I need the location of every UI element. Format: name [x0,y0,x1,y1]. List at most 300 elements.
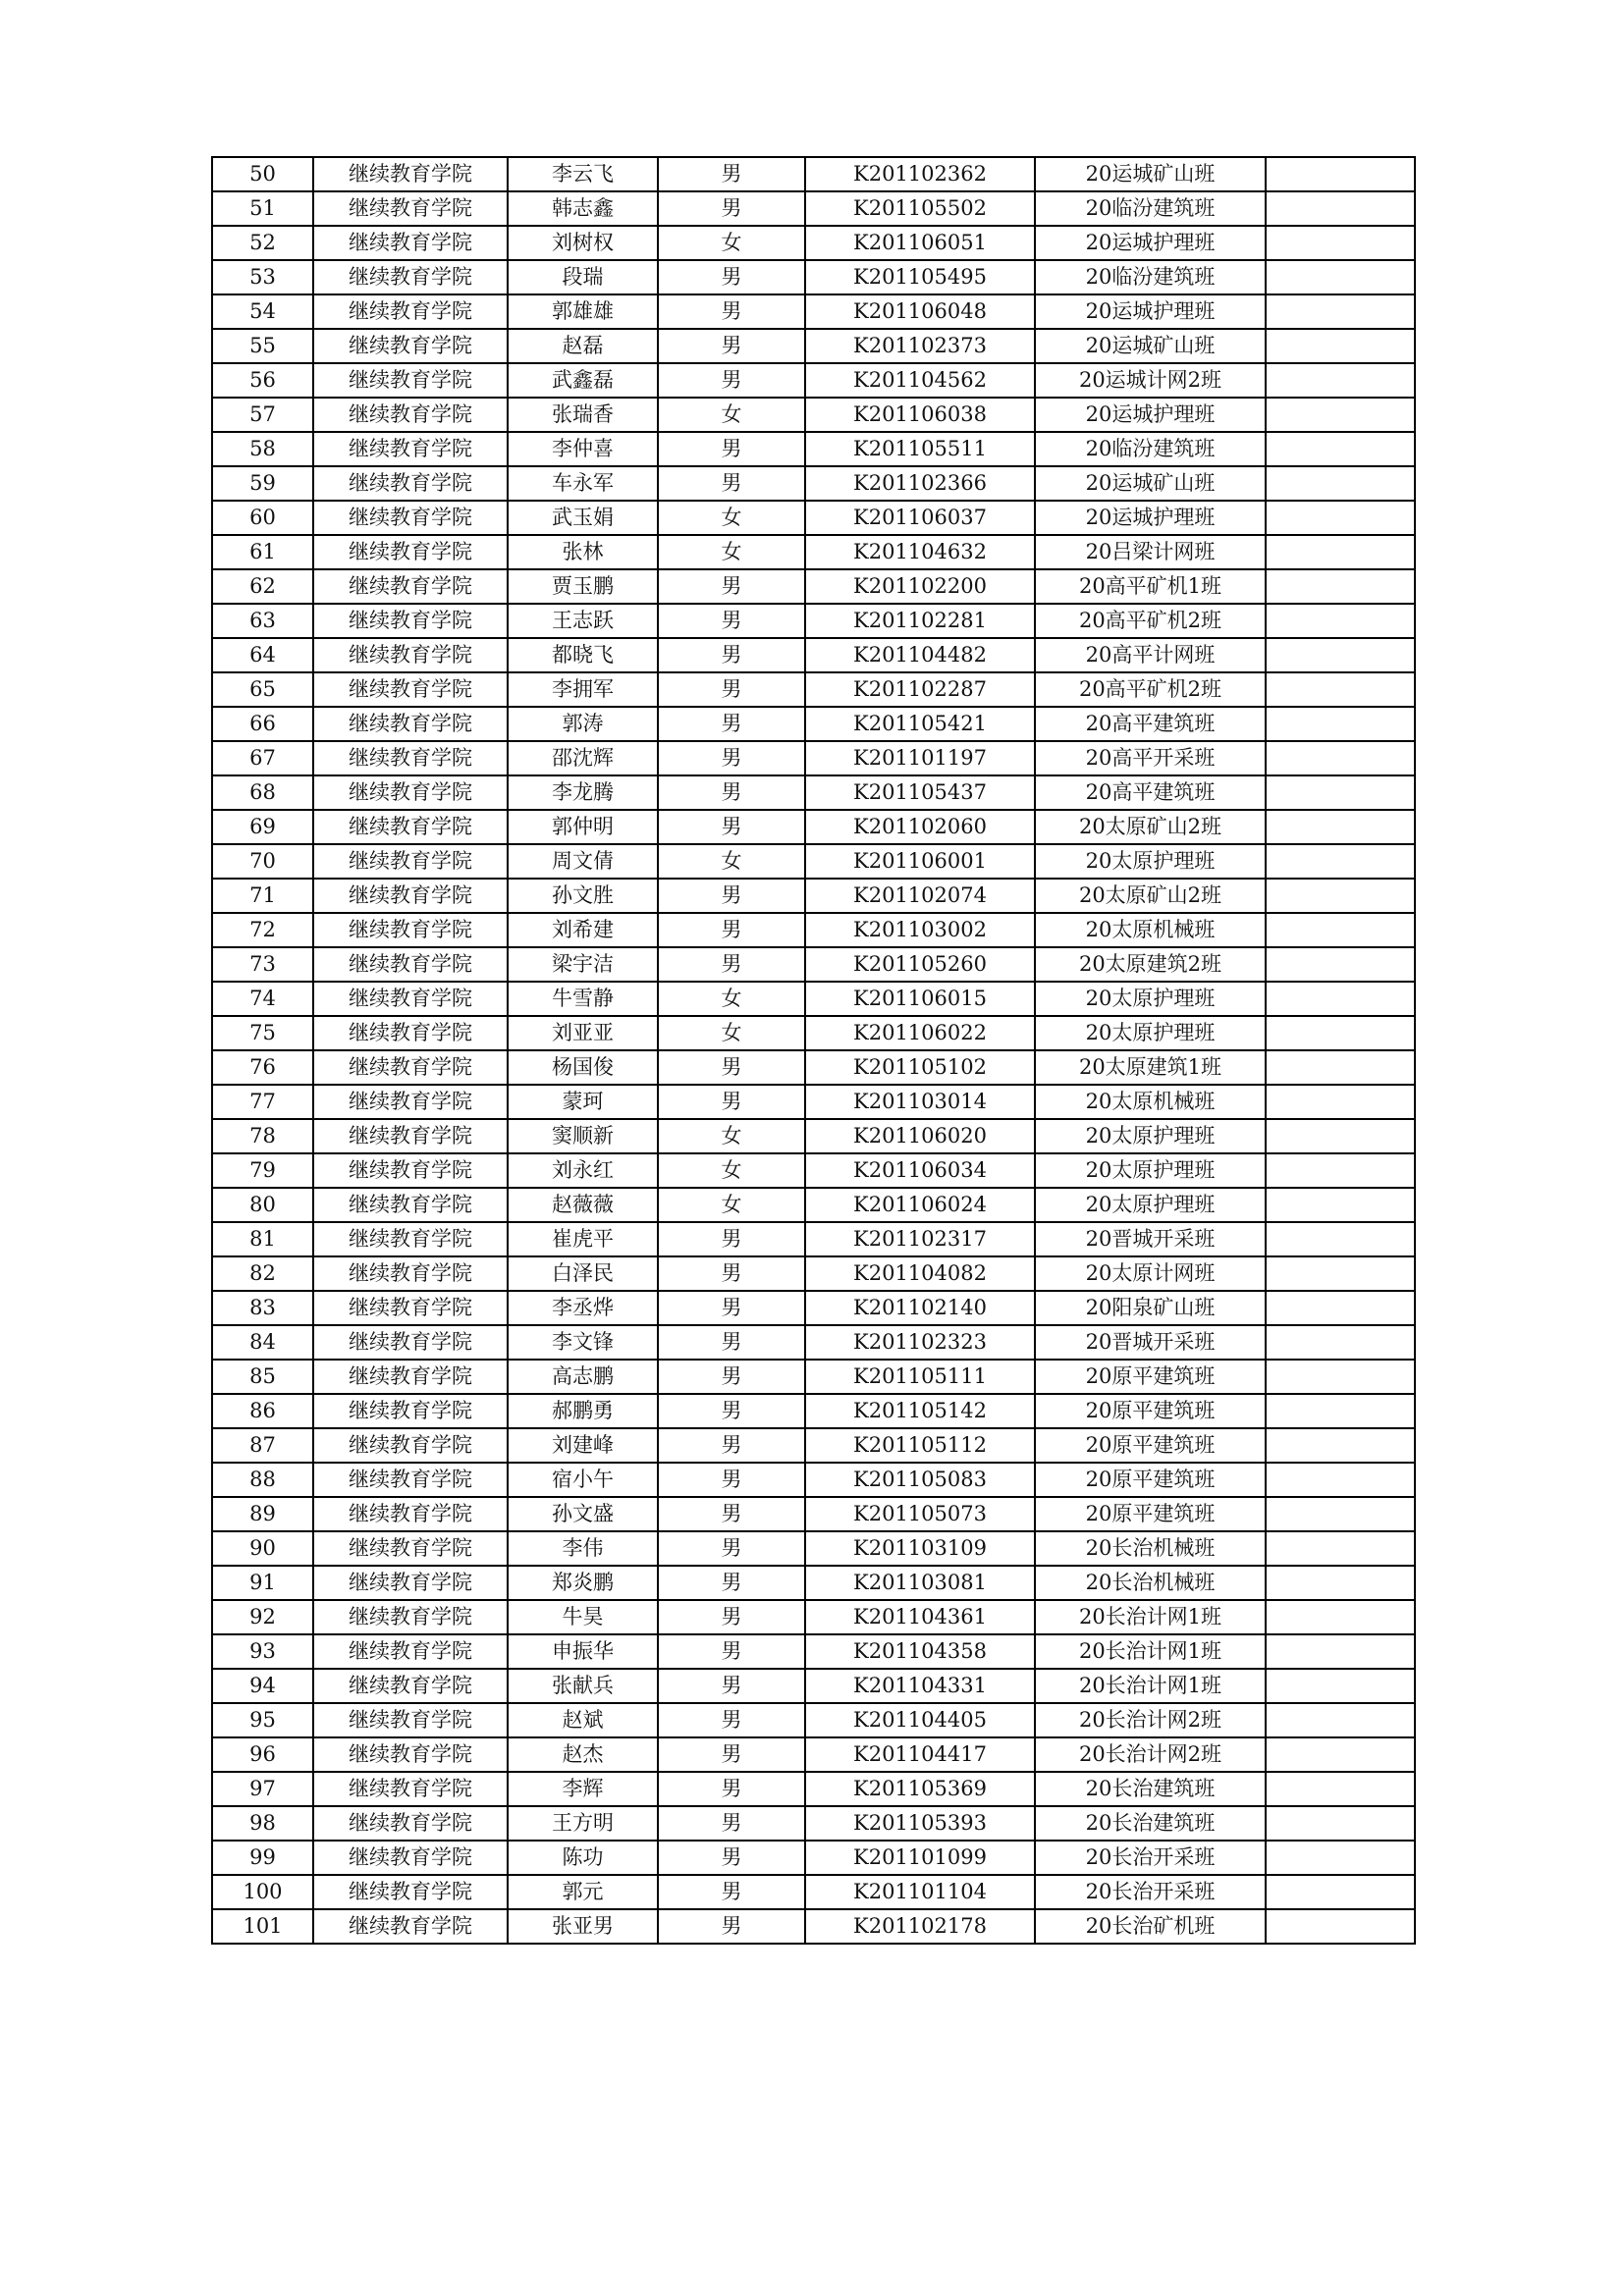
row-number-cell: 69 [212,810,313,844]
class-name-cell: 20长治计网1班 [1035,1669,1266,1703]
class-name-cell: 20高平建筑班 [1035,707,1266,741]
college-cell: 继续教育学院 [313,879,508,913]
table-row [212,1394,1415,1428]
student-id-cell: K201104405 [805,1703,1035,1737]
student-id-cell: K201106015 [805,982,1035,1016]
college-cell: 继续教育学院 [313,363,508,398]
gender-cell: 男 [658,157,805,191]
row-number-cell: 80 [212,1188,313,1222]
table-row [212,1875,1415,1909]
student-name-cell: 张林 [508,535,658,569]
gender-cell: 男 [658,260,805,294]
class-name-cell: 20运城护理班 [1035,501,1266,535]
row-number-cell: 92 [212,1600,313,1634]
row-number-cell: 94 [212,1669,313,1703]
row-number-cell: 100 [212,1875,313,1909]
remark-cell [1266,260,1415,294]
student-name-cell: 李文锋 [508,1325,658,1360]
remark-cell [1266,1291,1415,1325]
remark-cell [1266,879,1415,913]
table-row [212,1600,1415,1634]
college-cell: 继续教育学院 [313,1291,508,1325]
student-id-cell: K201105083 [805,1463,1035,1497]
row-number-cell: 85 [212,1360,313,1394]
gender-cell: 女 [658,982,805,1016]
student-id-cell: K201105393 [805,1806,1035,1841]
row-number-cell: 60 [212,501,313,535]
class-name-cell: 20长治计网2班 [1035,1703,1266,1737]
remark-cell [1266,535,1415,569]
student-name-cell: 李辉 [508,1772,658,1806]
college-cell: 继续教育学院 [313,294,508,329]
gender-cell: 女 [658,1153,805,1188]
table-row [212,329,1415,363]
student-id-cell: K201105142 [805,1394,1035,1428]
row-number-cell: 76 [212,1050,313,1085]
student-name-cell: 李云飞 [508,157,658,191]
table-row [212,191,1415,226]
remark-cell [1266,191,1415,226]
student-id-cell: K201106022 [805,1016,1035,1050]
table-row [212,638,1415,672]
remark-cell [1266,157,1415,191]
table-row [212,1119,1415,1153]
student-id-cell: K201105073 [805,1497,1035,1531]
student-id-cell: K201106024 [805,1188,1035,1222]
row-number-cell: 90 [212,1531,313,1566]
college-cell: 继续教育学院 [313,913,508,947]
table-row [212,1703,1415,1737]
student-name-cell: 梁宇洁 [508,947,658,982]
student-id-cell: K201101099 [805,1841,1035,1875]
student-name-cell: 韩志鑫 [508,191,658,226]
student-id-cell: K201105495 [805,260,1035,294]
class-name-cell: 20高平矿机1班 [1035,569,1266,604]
student-name-cell: 杨国俊 [508,1050,658,1085]
student-name-cell: 张亚男 [508,1909,658,1944]
class-name-cell: 20太原护理班 [1035,1016,1266,1050]
remark-cell [1266,1634,1415,1669]
row-number-cell: 73 [212,947,313,982]
student-name-cell: 郭元 [508,1875,658,1909]
class-name-cell: 20长治开采班 [1035,1841,1266,1875]
student-id-cell: K201104482 [805,638,1035,672]
college-cell: 继续教育学院 [313,1463,508,1497]
gender-cell: 男 [658,638,805,672]
class-name-cell: 20高平矿机2班 [1035,604,1266,638]
row-number-cell: 95 [212,1703,313,1737]
gender-cell: 男 [658,1360,805,1394]
student-name-cell: 李拥军 [508,672,658,707]
row-number-cell: 79 [212,1153,313,1188]
remark-cell [1266,638,1415,672]
row-number-cell: 93 [212,1634,313,1669]
table-row [212,294,1415,329]
student-name-cell: 郭雄雄 [508,294,658,329]
gender-cell: 男 [658,466,805,501]
student-name-cell: 蒙珂 [508,1085,658,1119]
gender-cell: 男 [658,432,805,466]
college-cell: 继续教育学院 [313,260,508,294]
row-number-cell: 75 [212,1016,313,1050]
remark-cell [1266,1428,1415,1463]
table-row [212,569,1415,604]
row-number-cell: 96 [212,1737,313,1772]
gender-cell: 女 [658,501,805,535]
remark-cell [1266,1772,1415,1806]
row-number-cell: 50 [212,157,313,191]
table-row [212,363,1415,398]
student-id-cell: K201105369 [805,1772,1035,1806]
class-name-cell: 20高平计网班 [1035,638,1266,672]
college-cell: 继续教育学院 [313,535,508,569]
student-id-cell: K201102287 [805,672,1035,707]
row-number-cell: 51 [212,191,313,226]
remark-cell [1266,672,1415,707]
gender-cell: 男 [658,741,805,775]
table-row [212,1497,1415,1531]
gender-cell: 男 [658,1085,805,1119]
student-name-cell: 李丞烨 [508,1291,658,1325]
gender-cell: 男 [658,1703,805,1737]
row-number-cell: 91 [212,1566,313,1600]
table-row [212,844,1415,879]
student-name-cell: 刘希建 [508,913,658,947]
remark-cell [1266,982,1415,1016]
student-id-cell: K201105112 [805,1428,1035,1463]
student-name-cell: 赵斌 [508,1703,658,1737]
gender-cell: 女 [658,1016,805,1050]
gender-cell: 女 [658,226,805,260]
gender-cell: 男 [658,1737,805,1772]
class-name-cell: 20临汾建筑班 [1035,191,1266,226]
college-cell: 继续教育学院 [313,1875,508,1909]
remark-cell [1266,363,1415,398]
student-name-cell: 赵磊 [508,329,658,363]
student-id-cell: K201105421 [805,707,1035,741]
class-name-cell: 20太原护理班 [1035,1119,1266,1153]
student-id-cell: K201102281 [805,604,1035,638]
row-number-cell: 59 [212,466,313,501]
gender-cell: 男 [658,1909,805,1944]
remark-cell [1266,226,1415,260]
table-row [212,1360,1415,1394]
class-name-cell: 20太原机械班 [1035,1085,1266,1119]
remark-cell [1266,1119,1415,1153]
table-row [212,1806,1415,1841]
college-cell: 继续教育学院 [313,1428,508,1463]
college-cell: 继续教育学院 [313,1806,508,1841]
class-name-cell: 20长治计网2班 [1035,1737,1266,1772]
row-number-cell: 55 [212,329,313,363]
row-number-cell: 72 [212,913,313,947]
student-name-cell: 王志跃 [508,604,658,638]
gender-cell: 男 [658,1394,805,1428]
student-name-cell: 赵杰 [508,1737,658,1772]
class-name-cell: 20原平建筑班 [1035,1497,1266,1531]
row-number-cell: 98 [212,1806,313,1841]
remark-cell [1266,432,1415,466]
row-number-cell: 54 [212,294,313,329]
remark-cell [1266,1600,1415,1634]
gender-cell: 男 [658,1841,805,1875]
row-number-cell: 97 [212,1772,313,1806]
table-row [212,1153,1415,1188]
student-id-cell: K201106037 [805,501,1035,535]
gender-cell: 男 [658,191,805,226]
class-name-cell: 20运城护理班 [1035,294,1266,329]
remark-cell [1266,775,1415,810]
table-row [212,1772,1415,1806]
class-name-cell: 20原平建筑班 [1035,1394,1266,1428]
remark-cell [1266,1497,1415,1531]
gender-cell: 男 [658,775,805,810]
student-name-cell: 李伟 [508,1531,658,1566]
college-cell: 继续教育学院 [313,810,508,844]
student-id-cell: K201102323 [805,1325,1035,1360]
student-id-cell: K201106051 [805,226,1035,260]
student-name-cell: 宿小午 [508,1463,658,1497]
class-name-cell: 20运城矿山班 [1035,466,1266,501]
row-number-cell: 53 [212,260,313,294]
gender-cell: 男 [658,294,805,329]
class-name-cell: 20运城计网2班 [1035,363,1266,398]
remark-cell [1266,1875,1415,1909]
college-cell: 继续教育学院 [313,1634,508,1669]
gender-cell: 男 [658,1566,805,1600]
row-number-cell: 64 [212,638,313,672]
remark-cell [1266,1360,1415,1394]
college-cell: 继续教育学院 [313,947,508,982]
college-cell: 继续教育学院 [313,1085,508,1119]
college-cell: 继续教育学院 [313,672,508,707]
student-id-cell: K201102140 [805,1291,1035,1325]
remark-cell [1266,1050,1415,1085]
class-name-cell: 20吕梁计网班 [1035,535,1266,569]
class-name-cell: 20临汾建筑班 [1035,260,1266,294]
student-name-cell: 郭仲明 [508,810,658,844]
college-cell: 继续教育学院 [313,1016,508,1050]
student-name-cell: 孙文盛 [508,1497,658,1531]
student-id-cell: K201103014 [805,1085,1035,1119]
remark-cell [1266,1841,1415,1875]
row-number-cell: 82 [212,1256,313,1291]
table-row [212,913,1415,947]
student-id-cell: K201102074 [805,879,1035,913]
remark-cell [1266,1085,1415,1119]
student-name-cell: 郑炎鹏 [508,1566,658,1600]
table-row [212,1085,1415,1119]
college-cell: 继续教育学院 [313,1841,508,1875]
table-row [212,810,1415,844]
row-number-cell: 78 [212,1119,313,1153]
student-name-cell: 都晓飞 [508,638,658,672]
class-name-cell: 20太原矿山2班 [1035,879,1266,913]
student-id-cell: K201102060 [805,810,1035,844]
row-number-cell: 74 [212,982,313,1016]
student-name-cell: 武玉娟 [508,501,658,535]
gender-cell: 男 [658,1256,805,1291]
gender-cell: 男 [658,913,805,947]
remark-cell [1266,1188,1415,1222]
row-number-cell: 88 [212,1463,313,1497]
student-id-cell: K201104562 [805,363,1035,398]
remark-cell [1266,398,1415,432]
college-cell: 继续教育学院 [313,226,508,260]
remark-cell [1266,329,1415,363]
college-cell: 继续教育学院 [313,1737,508,1772]
student-name-cell: 李仲喜 [508,432,658,466]
student-name-cell: 贾玉鹏 [508,569,658,604]
college-cell: 继续教育学院 [313,1119,508,1153]
remark-cell [1266,1222,1415,1256]
roster-table-body [212,157,1415,1944]
table-row [212,672,1415,707]
college-cell: 继续教育学院 [313,501,508,535]
gender-cell: 男 [658,879,805,913]
row-number-cell: 61 [212,535,313,569]
gender-cell: 男 [658,1600,805,1634]
class-name-cell: 20太原机械班 [1035,913,1266,947]
student-id-cell: K201102317 [805,1222,1035,1256]
gender-cell: 男 [658,569,805,604]
remark-cell [1266,294,1415,329]
class-name-cell: 20晋城开采班 [1035,1222,1266,1256]
class-name-cell: 20阳泉矿山班 [1035,1291,1266,1325]
class-name-cell: 20原平建筑班 [1035,1360,1266,1394]
table-row [212,707,1415,741]
college-cell: 继续教育学院 [313,1050,508,1085]
student-id-cell: K201103002 [805,913,1035,947]
college-cell: 继续教育学院 [313,569,508,604]
remark-cell [1266,466,1415,501]
gender-cell: 男 [658,1634,805,1669]
gender-cell: 男 [658,810,805,844]
student-id-cell: K201106034 [805,1153,1035,1188]
table-row [212,1188,1415,1222]
college-cell: 继续教育学院 [313,982,508,1016]
gender-cell: 女 [658,1188,805,1222]
row-number-cell: 62 [212,569,313,604]
row-number-cell: 65 [212,672,313,707]
student-id-cell: K201104358 [805,1634,1035,1669]
college-cell: 继续教育学院 [313,1497,508,1531]
table-row [212,1050,1415,1085]
remark-cell [1266,1256,1415,1291]
student-name-cell: 赵薇薇 [508,1188,658,1222]
college-cell: 继续教育学院 [313,432,508,466]
gender-cell: 男 [658,1875,805,1909]
class-name-cell: 20太原矿山2班 [1035,810,1266,844]
student-id-cell: K201106038 [805,398,1035,432]
student-id-cell: K201102373 [805,329,1035,363]
class-name-cell: 20太原护理班 [1035,982,1266,1016]
student-id-cell: K201106020 [805,1119,1035,1153]
gender-cell: 男 [658,1222,805,1256]
student-name-cell: 白泽民 [508,1256,658,1291]
student-name-cell: 周文倩 [508,844,658,879]
gender-cell: 男 [658,1463,805,1497]
class-name-cell: 20高平矿机2班 [1035,672,1266,707]
student-id-cell: K201102178 [805,1909,1035,1944]
student-name-cell: 武鑫磊 [508,363,658,398]
student-id-cell: K201103109 [805,1531,1035,1566]
row-number-cell: 58 [212,432,313,466]
row-number-cell: 56 [212,363,313,398]
row-number-cell: 81 [212,1222,313,1256]
remark-cell [1266,1703,1415,1737]
college-cell: 继续教育学院 [313,1153,508,1188]
remark-cell [1266,913,1415,947]
student-name-cell: 邵沈辉 [508,741,658,775]
college-cell: 继续教育学院 [313,1222,508,1256]
college-cell: 继续教育学院 [313,466,508,501]
student-id-cell: K201102200 [805,569,1035,604]
college-cell: 继续教育学院 [313,1325,508,1360]
student-name-cell: 牛雪静 [508,982,658,1016]
student-id-cell: K201104361 [805,1600,1035,1634]
college-cell: 继续教育学院 [313,191,508,226]
class-name-cell: 20长治矿机班 [1035,1909,1266,1944]
row-number-cell: 52 [212,226,313,260]
college-cell: 继续教育学院 [313,398,508,432]
student-id-cell: K201103081 [805,1566,1035,1600]
gender-cell: 女 [658,844,805,879]
table-row [212,1325,1415,1360]
gender-cell: 男 [658,329,805,363]
college-cell: 继续教育学院 [313,1909,508,1944]
row-number-cell: 57 [212,398,313,432]
class-name-cell: 20运城矿山班 [1035,329,1266,363]
table-row [212,501,1415,535]
remark-cell [1266,1325,1415,1360]
student-id-cell: K201102366 [805,466,1035,501]
gender-cell: 男 [658,947,805,982]
table-row [212,1428,1415,1463]
remark-cell [1266,1463,1415,1497]
college-cell: 继续教育学院 [313,1360,508,1394]
gender-cell: 男 [658,672,805,707]
gender-cell: 女 [658,535,805,569]
student-id-cell: K201105102 [805,1050,1035,1085]
class-name-cell: 20长治机械班 [1035,1566,1266,1600]
student-name-cell: 刘树权 [508,226,658,260]
class-name-cell: 20长治建筑班 [1035,1772,1266,1806]
row-number-cell: 63 [212,604,313,638]
gender-cell: 男 [658,1325,805,1360]
row-number-cell: 87 [212,1428,313,1463]
gender-cell: 男 [658,707,805,741]
college-cell: 继续教育学院 [313,1256,508,1291]
remark-cell [1266,707,1415,741]
table-row [212,775,1415,810]
row-number-cell: 89 [212,1497,313,1531]
student-name-cell: 刘建峰 [508,1428,658,1463]
gender-cell: 男 [658,363,805,398]
student-name-cell: 张瑞香 [508,398,658,432]
gender-cell: 男 [658,1050,805,1085]
college-cell: 继续教育学院 [313,844,508,879]
student-id-cell: K201104632 [805,535,1035,569]
college-cell: 继续教育学院 [313,329,508,363]
college-cell: 继续教育学院 [313,775,508,810]
student-id-cell: K201105260 [805,947,1035,982]
student-name-cell: 崔虎平 [508,1222,658,1256]
remark-cell [1266,1016,1415,1050]
student-id-cell: K201105502 [805,191,1035,226]
table-row [212,879,1415,913]
remark-cell [1266,810,1415,844]
